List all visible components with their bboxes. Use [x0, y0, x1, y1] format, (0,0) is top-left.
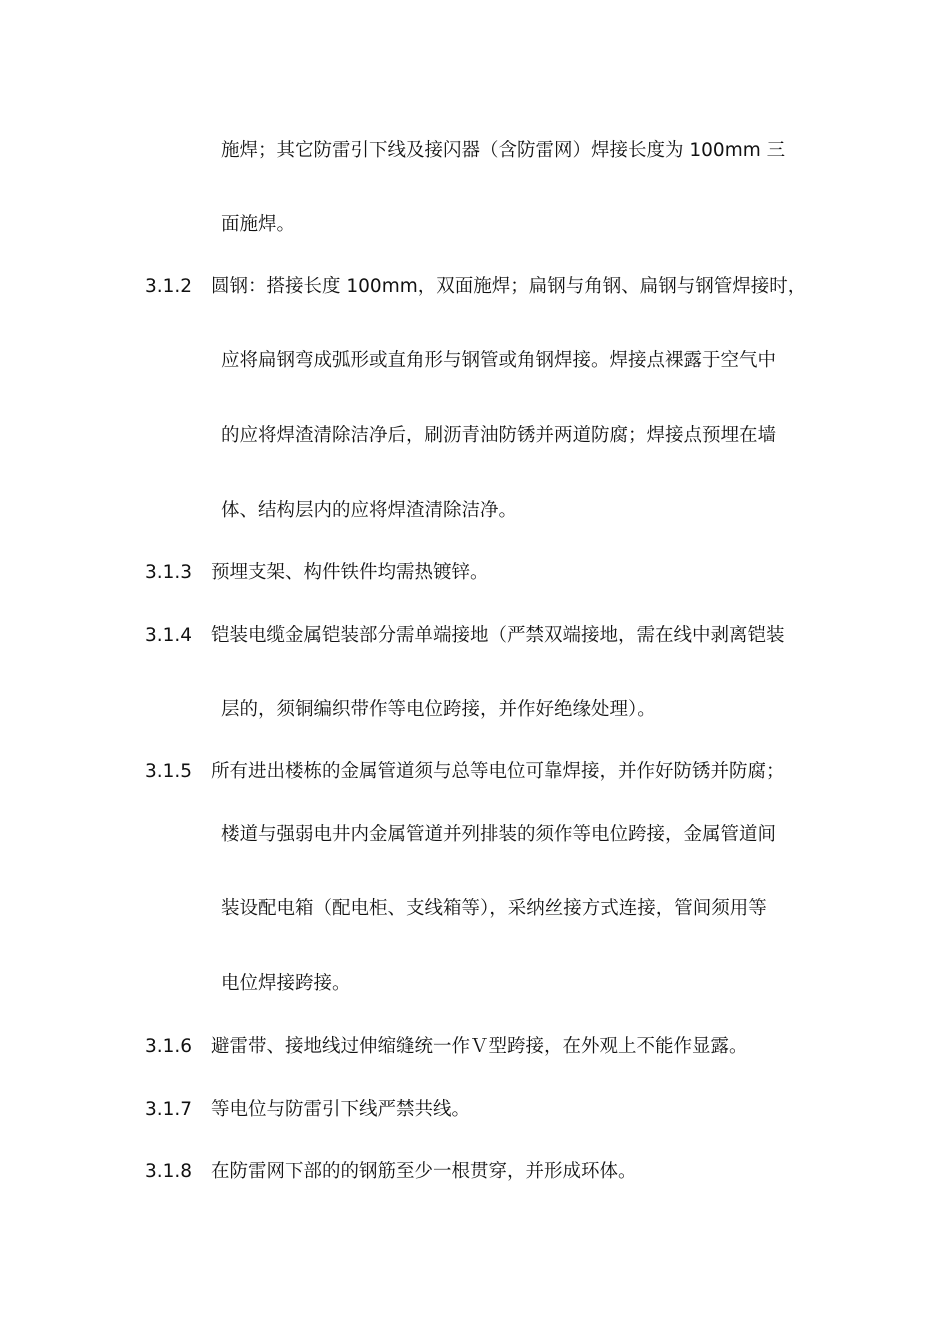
clause-3-1-5-line-3: 装设配电箱（配电柜、支线箱等），采纳丝接方式连接，管间须用等 [221, 898, 767, 919]
clause-3-1-4-line-2: 层的，须铜编织带作等电位跨接，并作好绝缘处理）。 [221, 699, 656, 720]
clause-3-1-5-line-4: 电位焊接跨接。 [221, 973, 351, 994]
intro-line-2: 面施焊。 [221, 214, 296, 235]
clause-number: 3.1.6 [145, 1036, 193, 1057]
clause-number: 3.1.2 [145, 276, 193, 297]
clause-3-1-5-line-2: 楼道与强弱电井内金属管道并列排装的须作等电位跨接，金属管道间 [221, 824, 777, 845]
clause-text: 在防雷网下部的的钢筋至少一根贯穿，并形成环体。 [211, 1161, 637, 1182]
clause-3-1-2-line-3: 的应将焊渣清除洁净后，刷沥青油防锈并两道防腐；焊接点预埋在墙 [221, 425, 777, 446]
clause-number: 3.1.5 [145, 761, 193, 782]
clause-text: 避雷带、接地线过伸缩缝统一作Ｖ型跨接，在外观上不能作显露。 [211, 1036, 748, 1057]
clause-text: 圆钢：搭接长度 100mm，双面施焊；扁钢与角钢、扁钢与钢管焊接时， [211, 276, 807, 297]
clause-text: 铠装电缆金属铠装部分需单端接地（严禁双端接地，需在线中剥离铠装 [211, 625, 785, 646]
clause-number: 3.1.7 [145, 1099, 193, 1120]
clause-text: 所有进出楼栋的金属管道须与总等电位可靠焊接，并作好防锈并防腐； [211, 761, 785, 782]
clause-text: 预埋支架、构件铁件均需热镀锌。 [211, 562, 489, 583]
clause-number: 3.1.3 [145, 562, 193, 583]
clause-number: 3.1.8 [145, 1161, 193, 1182]
clause-3-1-2-line-4: 体、结构层内的应将焊渣清除洁净。 [221, 500, 518, 521]
clause-number: 3.1.4 [145, 625, 193, 646]
intro-line-1: 施焊；其它防雷引下线及接闪器（含防雷网）焊接长度为 100mm 三 [221, 140, 786, 161]
clause-text: 等电位与防雷引下线严禁共线。 [211, 1099, 471, 1120]
clause-3-1-2-line-2: 应将扁钢弯成弧形或直角形与钢管或角钢焊接。焊接点裸露于空气中 [221, 350, 777, 371]
